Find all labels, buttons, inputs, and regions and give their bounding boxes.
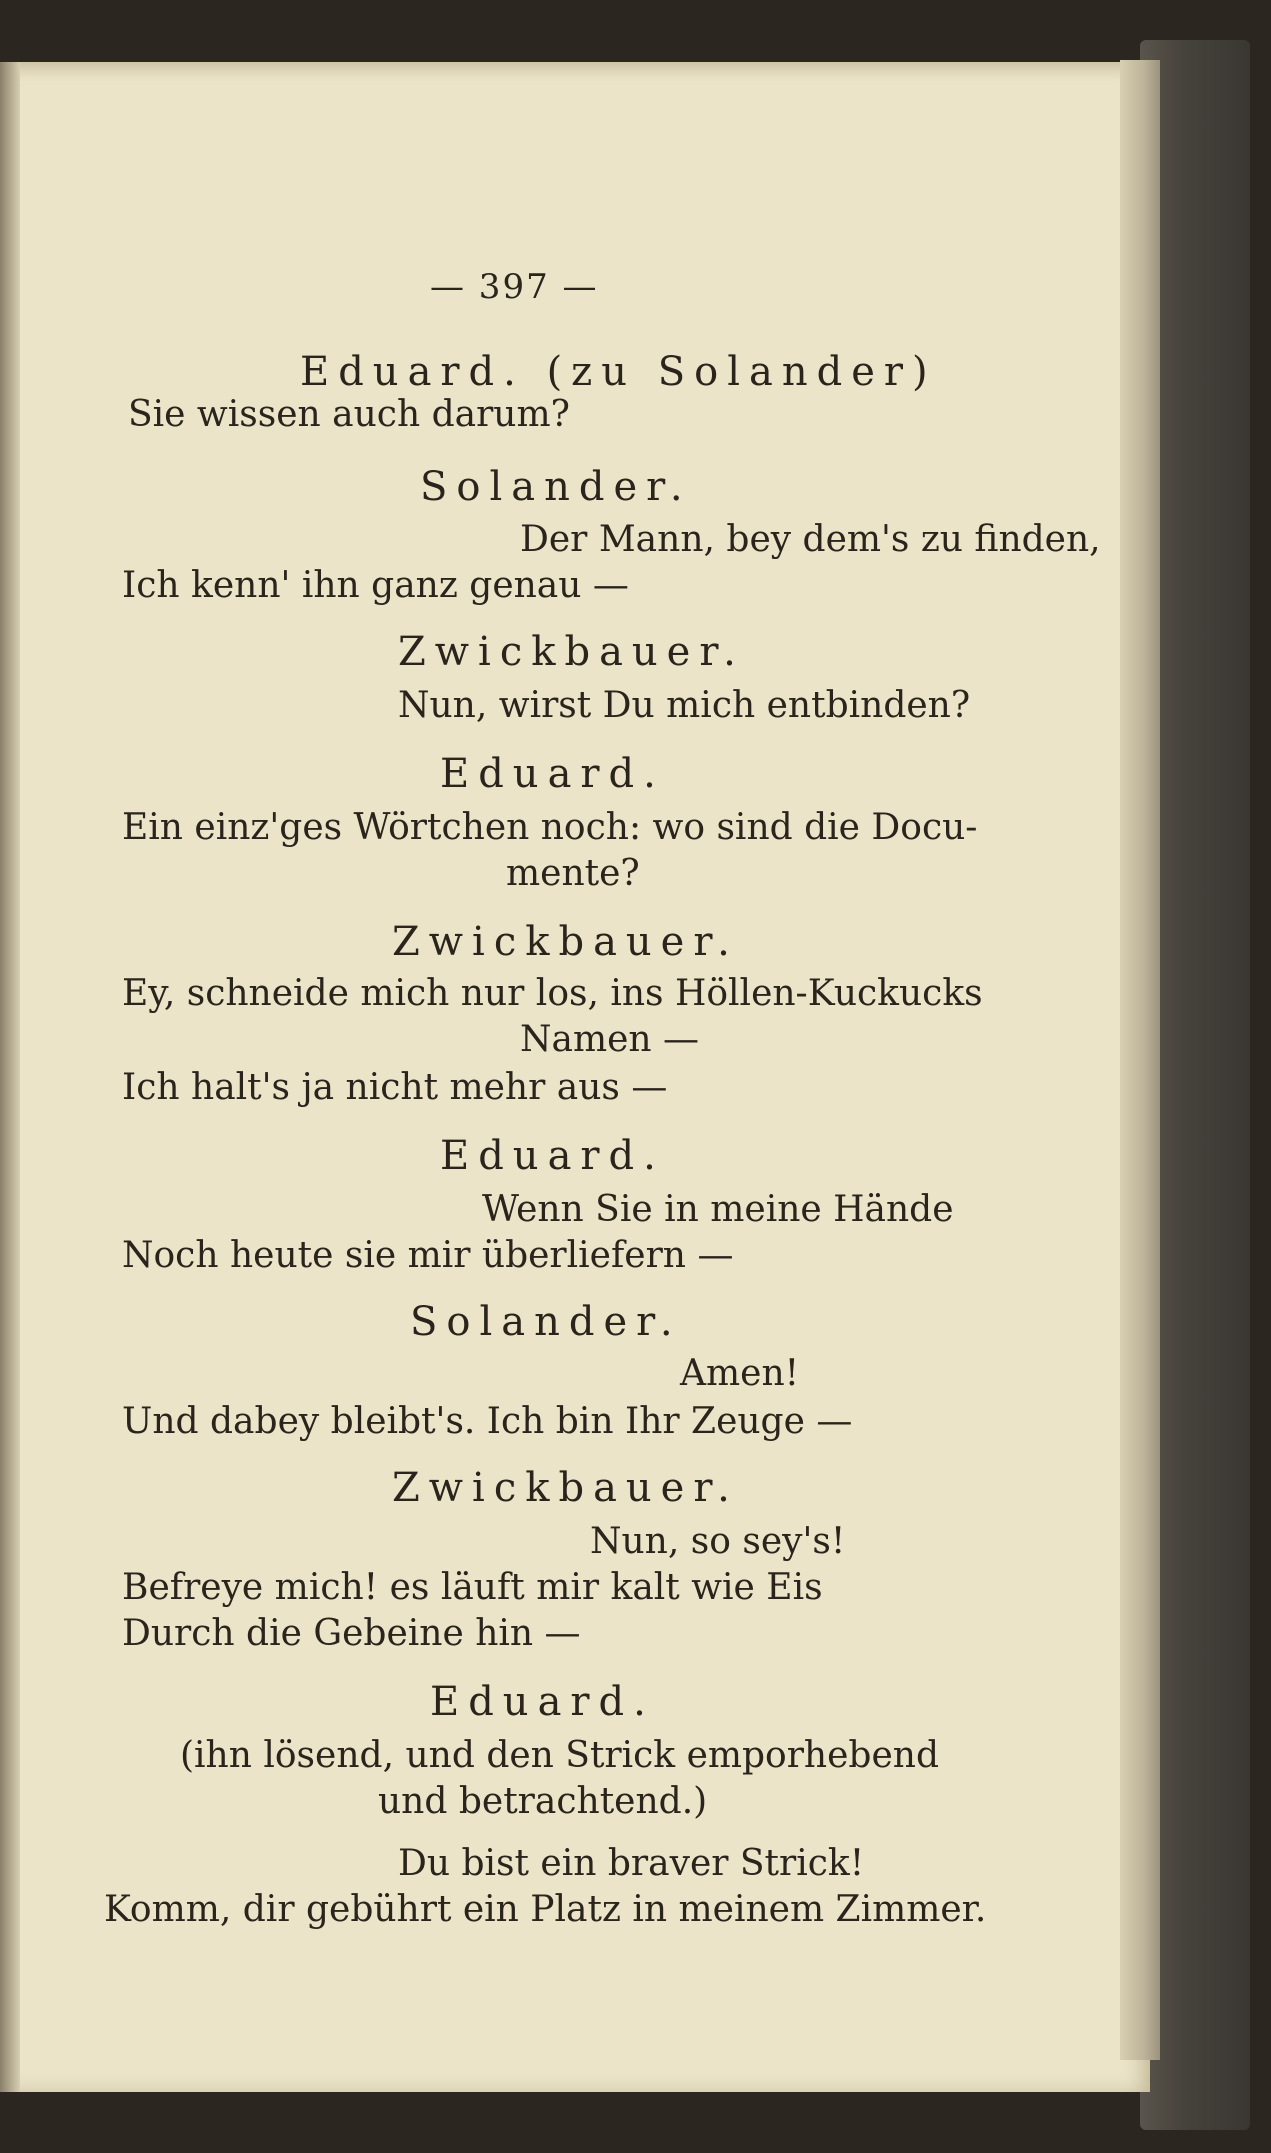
speaker-heading: Solander.: [420, 464, 692, 510]
verse-line: Namen —: [520, 1019, 700, 1060]
verse-line: Und dabey bleibt's. Ich bin Ihr Zeuge —: [122, 1401, 853, 1442]
verse-line: Nun, so sey's!: [590, 1521, 846, 1562]
verse-line: Befreye mich! es läuft mir kalt wie Eis: [122, 1567, 823, 1608]
verse-line: Noch heute sie mir überliefern —: [122, 1235, 734, 1276]
stage-direction: und betrachtend.): [378, 1781, 708, 1822]
book-page: [0, 62, 1150, 2092]
verse-line: Ey, schneide mich nur los, ins Höllen-Kuckucks: [122, 973, 983, 1014]
stage-direction: (ihn lösend, und den Strick emporhebend: [180, 1735, 940, 1776]
speaker-heading: Zwickbauer.: [392, 919, 739, 965]
verse-line: Der Mann, bey dem's zu finden,: [520, 519, 1101, 560]
speaker-heading: Eduard. (zu Solander): [300, 349, 937, 395]
verse-line: Nun, wirst Du mich entbinden?: [398, 685, 971, 726]
verse-line: Ein einz'ges Wörtchen noch: wo sind die Docu-: [122, 807, 978, 848]
verse-line: Ich kenn' ihn ganz genau —: [122, 565, 629, 606]
verse-line: mente?: [506, 853, 640, 894]
speaker-heading: Zwickbauer.: [398, 629, 745, 675]
page-text: [0, 62, 1150, 2092]
page-gutter-shadow: [0, 62, 20, 2092]
verse-line: Ich halt's ja nicht mehr aus —: [122, 1067, 668, 1108]
verse-line: Wenn Sie in meine Hände: [482, 1189, 954, 1230]
verse-line: Komm, dir gebührt ein Platz in meinem Zimmer.: [104, 1889, 987, 1930]
page-number: — 397 —: [430, 267, 599, 307]
page-edges: [1120, 60, 1160, 2060]
speaker-heading: Solander.: [410, 1299, 682, 1345]
verse-line: Durch die Gebeine hin —: [122, 1613, 581, 1654]
speaker-heading: Eduard.: [440, 1133, 665, 1179]
verse-line: Du bist ein braver Strick!: [398, 1843, 865, 1884]
verse-line: Amen!: [680, 1353, 800, 1394]
speaker-heading: Eduard.: [440, 751, 665, 797]
speaker-heading: Eduard.: [430, 1679, 655, 1725]
verse-line: Sie wissen auch darum?: [128, 394, 570, 435]
speaker-heading: Zwickbauer.: [392, 1465, 739, 1511]
